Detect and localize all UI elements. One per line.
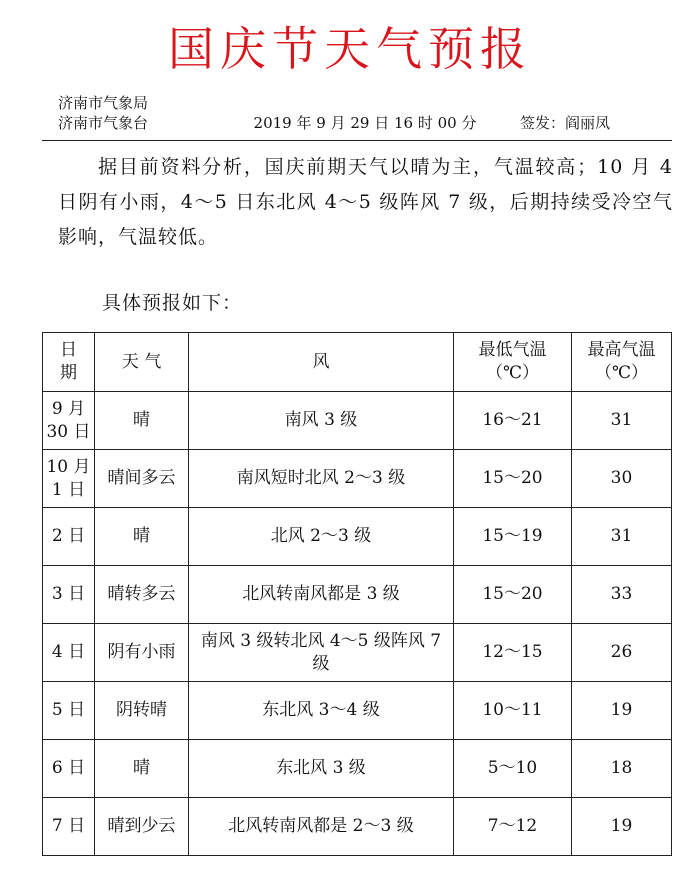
cell-date: 7 日 — [43, 798, 95, 856]
cell-high-temp: 19 — [572, 798, 672, 856]
cell-date: 9 月 30 日 — [43, 392, 95, 450]
cell-weather: 晴 — [95, 392, 189, 450]
header-wind: 风 — [189, 333, 454, 392]
header-divider — [42, 140, 672, 141]
issue-datetime: 2019 年 9 月 29 日 16 时 00 分 — [253, 114, 477, 132]
cell-low-temp: 12～15 — [454, 624, 572, 682]
cell-high-temp: 31 — [572, 392, 672, 450]
table-row — [43, 624, 672, 682]
cell-low-temp: 7～12 — [454, 798, 572, 856]
signer: 签发：阎丽凤 — [520, 114, 611, 132]
header-low-temp: 最低气温 （℃） — [454, 333, 572, 392]
cell-wind: 北风转南风都是 2～3 级 — [189, 798, 454, 856]
cell-wind: 北风 2～3 级 — [189, 508, 454, 566]
cell-wind: 东北风 3 级 — [189, 740, 454, 798]
cell-weather: 晴到少云 — [95, 798, 189, 856]
cell-date: 10 月 1 日 — [43, 450, 95, 508]
table-row — [43, 740, 672, 798]
cell-low-temp: 16～21 — [454, 392, 572, 450]
cell-weather: 晴转多云 — [95, 566, 189, 624]
header-high-temp: 最高气温 （℃） — [572, 333, 672, 392]
cell-date: 2 日 — [43, 508, 95, 566]
cell-high-temp: 30 — [572, 450, 672, 508]
cell-date: 5 日 — [43, 682, 95, 740]
cell-high-temp: 31 — [572, 508, 672, 566]
cell-low-temp: 10～11 — [454, 682, 572, 740]
agency-name: 济南市气象局 — [58, 94, 149, 112]
cell-high-temp: 26 — [572, 624, 672, 682]
forecast-intro: 具体预报如下： — [102, 292, 243, 314]
cell-low-temp: 15～19 — [454, 508, 572, 566]
table-row — [43, 566, 672, 624]
table-header-row — [43, 333, 672, 392]
cell-date: 6 日 — [43, 740, 95, 798]
forecast-summary: 据目前资料分析，国庆前期天气以晴为主，气温较高；10 月 4 日阴有小雨，4～5 日东北风 4～5 级阵风 7 级，后期持续受冷空气影响，气温较低。 — [58, 156, 673, 248]
cell-high-temp: 19 — [572, 682, 672, 740]
cell-weather: 晴间多云 — [95, 450, 189, 508]
cell-weather: 晴 — [95, 508, 189, 566]
cell-high-temp: 33 — [572, 566, 672, 624]
document-title: 国庆节天气预报 — [168, 22, 532, 76]
cell-wind: 东北风 3～4 级 — [189, 682, 454, 740]
observatory-name: 济南市气象台 — [58, 114, 149, 132]
cell-weather: 阴转晴 — [95, 682, 189, 740]
cell-wind: 南风 3 级 — [189, 392, 454, 450]
cell-date: 4 日 — [43, 624, 95, 682]
table-row — [43, 798, 672, 856]
cell-weather: 晴 — [95, 740, 189, 798]
cell-high-temp: 18 — [572, 740, 672, 798]
table-row — [43, 392, 672, 450]
cell-date: 3 日 — [43, 566, 95, 624]
cell-low-temp: 5～10 — [454, 740, 572, 798]
table-row — [43, 450, 672, 508]
forecast-table — [42, 332, 672, 856]
cell-low-temp: 15～20 — [454, 450, 572, 508]
header-date: 日 期 — [43, 333, 95, 392]
table-row — [43, 508, 672, 566]
table-row — [43, 682, 672, 740]
cell-weather: 阴有小雨 — [95, 624, 189, 682]
header-weather: 天 气 — [95, 333, 189, 392]
cell-low-temp: 15～20 — [454, 566, 572, 624]
cell-wind: 南风 3 级转北风 4～5 级阵风 7 级 — [189, 624, 454, 682]
cell-wind: 北风转南风都是 3 级 — [189, 566, 454, 624]
cell-wind: 南风短时北风 2～3 级 — [189, 450, 454, 508]
